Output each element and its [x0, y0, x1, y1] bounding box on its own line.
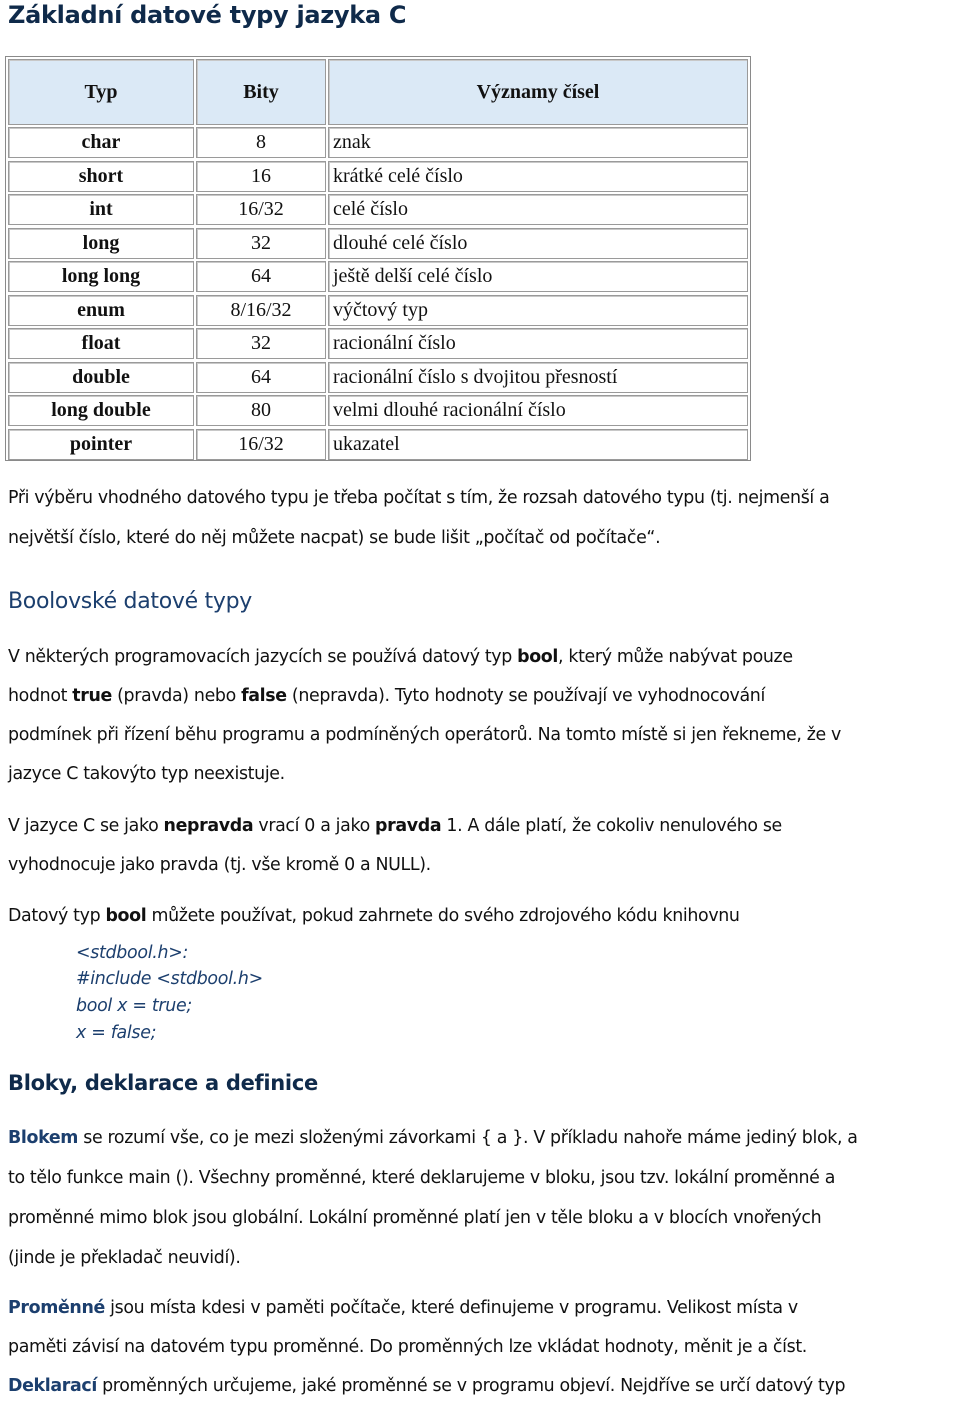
bits-cell: 32	[196, 228, 326, 259]
type-cell: int	[8, 194, 194, 225]
note-line-2: největší číslo, které do něj můžete nacpat) se bude lišit „počítač od počítače“.	[8, 528, 661, 548]
section-heading-blocks: Bloky, deklarace a definice	[8, 1071, 318, 1095]
blocks-p1-line-1: Blokem se rozumí vše, co je mezi složenými závorkami { a }. V příkladu nahoře máme jediný blok, a	[8, 1128, 858, 1148]
type-cell: enum	[8, 295, 194, 326]
type-cell: long	[8, 228, 194, 259]
data-types-table	[5, 56, 751, 461]
code-line-2: #include <stdbool.h>	[76, 969, 263, 989]
note-line-1: Při výběru vhodného datového typu je třeba počítat s tím, že rozsah datového typu (tj. nejmenší a	[8, 488, 830, 508]
meaning-cell: výčtový typ	[328, 295, 748, 326]
blocks-p2-line-2: paměti závisí na datovém typu proměnné. Do proměnných lze vkládat hodnoty, měnit je a číst.	[8, 1337, 807, 1357]
meaning-cell: znak	[328, 127, 748, 158]
bits-cell: 16/32	[196, 194, 326, 225]
boolean-p1-line-2: hodnot true (pravda) nebo false (nepravda). Tyto hodnoty se používají ve vyhodnocování	[8, 686, 765, 706]
blocks-p1-line-3: proměnné mimo blok jsou globální. Lokální proměnné platí jen v těle bloku a v blocích vnořených	[8, 1208, 822, 1228]
bits-cell: 16	[196, 161, 326, 192]
blocks-p1-line-4: (jinde je překladač neuvidí).	[8, 1248, 241, 1268]
bits-cell: 16/32	[196, 429, 326, 460]
header-type: Typ	[8, 59, 194, 125]
code-line-1: <stdbool.h>:	[76, 943, 189, 963]
type-cell: float	[8, 328, 194, 359]
boolean-p3-line-1: Datový typ bool můžete používat, pokud zahrnete do svého zdrojového kódu knihovnu	[8, 906, 740, 926]
page-title: Základní datové typy jazyka C	[8, 1, 407, 29]
boolean-p1-line-3: podmínek při řízení běhu programu a podmíněných operátorů. Na tomto místě si jen řekneme, že v	[8, 725, 841, 745]
meaning-cell: celé číslo	[328, 194, 748, 225]
type-cell: double	[8, 362, 194, 393]
bits-cell: 64	[196, 362, 326, 393]
section-heading-boolean: Boolovské datové typy	[8, 589, 252, 614]
header-meaning: Významy čísel	[328, 59, 748, 125]
bits-cell: 8/16/32	[196, 295, 326, 326]
meaning-cell: ukazatel	[328, 429, 748, 460]
meaning-cell: racionální číslo	[328, 328, 748, 359]
boolean-p2-line-1: V jazyce C se jako nepravda vrací 0 a jako pravda 1. A dále platí, že cokoliv nenulového se	[8, 816, 782, 836]
boolean-p1-line-4: jazyce C takovýto typ neexistuje.	[8, 764, 285, 784]
boolean-p1-line-1: V některých programovacích jazycích se používá datový typ bool, který může nabývat pouze	[8, 647, 793, 667]
blocks-p1-line-2: to tělo funkce main (). Všechny proměnné, které deklarujeme v bloku, jsou tzv. lokální proměnné a	[8, 1168, 835, 1188]
code-line-3: bool x = true;	[76, 996, 192, 1016]
meaning-cell: racionální číslo s dvojitou přesností	[328, 362, 748, 393]
bits-cell: 80	[196, 395, 326, 426]
type-cell: long long	[8, 261, 194, 292]
type-cell: short	[8, 161, 194, 192]
bits-cell: 64	[196, 261, 326, 292]
boolean-p2-line-2: vyhodnocuje jako pravda (tj. vše kromě 0 a NULL).	[8, 855, 431, 875]
meaning-cell: ještě delší celé číslo	[328, 261, 748, 292]
bits-cell: 32	[196, 328, 326, 359]
header-bits: Bity	[196, 59, 326, 125]
type-cell: pointer	[8, 429, 194, 460]
type-cell: char	[8, 127, 194, 158]
code-line-4: x = false;	[76, 1023, 157, 1043]
bits-cell: 8	[196, 127, 326, 158]
meaning-cell: krátké celé číslo	[328, 161, 748, 192]
blocks-p3-line-1: Deklarací proměnných určujeme, jaké proměnné se v programu objeví. Nejdříve se určí datový typ	[8, 1376, 846, 1396]
meaning-cell: dlouhé celé číslo	[328, 228, 748, 259]
meaning-cell: velmi dlouhé racionální číslo	[328, 395, 748, 426]
blocks-p2-line-1: Proměnné jsou místa kdesi v paměti počítače, které definujeme v programu. Velikost místa v	[8, 1298, 798, 1318]
type-cell: long double	[8, 395, 194, 426]
